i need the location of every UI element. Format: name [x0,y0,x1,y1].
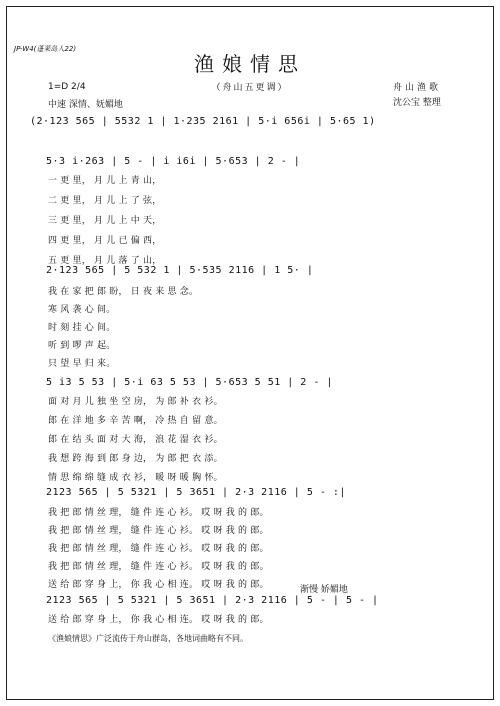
line2-lyric-1: 我 在 家 把 郎 盼， 日 夜 来 思 念。 [48,287,199,297]
line5-lyric: 送 给 郎 穿 身 上， 你 我 心 相 连。 哎 呀 我 的 郎。 [48,615,269,625]
line4-lyric-5: 送 给 郎 穿 身 上， 你 我 心 相 连。 哎 呀 我 的 郎。 [48,580,269,590]
line1-lyric-4: 四 更 里， 月 儿 已 偏 西， [48,236,162,246]
line1-lyric-1: 一 更 里， 月 儿 上 青 山， [48,176,162,186]
credit-genre: 舟山渔歌 [393,83,442,93]
line4-lyric-2: 我 把 郎 情 丝 理， 缝 件 连 心 衫。 哎 呀 我 的 郎。 [48,526,269,536]
line2-lyric-4: 听 到 啰 声 起。 [48,341,116,351]
line1-lyric-2: 二 更 里， 月 儿 上 了 弦， [48,196,162,206]
line3-notation: 5 i3 5 53 | 5·i 63 5 53 | 5·653 5 51 | 2 - | [46,377,333,388]
line4-lyric-4: 我 把 郎 情 丝 理， 缝 件 连 心 衫。 哎 呀 我 的 郎。 [48,562,269,572]
line1-lyric-3: 三 更 里， 月 儿 上 中 天， [48,216,162,226]
song-title: 渔娘情思 [194,52,306,76]
intro-notation: (2·123 565 | 5532 1 | 1·235 2161 | 5·i 656i | 5·65 1) [30,116,376,127]
line4-lyric-1: 我 把 郎 情 丝 理， 缝 件 连 心 衫。 哎 呀 我 的 郎。 [48,508,269,518]
line3-lyric-2: 郎 在 洋 地 多 辛 苦 啊， 冷 热 自 留 意。 [48,416,223,426]
line2-lyric-5: 只 望 早 归 来。 [48,359,116,369]
line4-notation: 2123 565 | 5 5321 | 5 3651 | 2·3 2116 | 5 - :| [46,487,346,498]
credit-arranger: 沈公宝 整理 [393,98,441,108]
line1-notation: 5·3 i·263 | 5 - | i i6i | 5·653 | 2 - | [46,156,301,167]
line4-lyric-3: 我 把 郎 情 丝 理， 缝 件 连 心 衫。 哎 呀 我 的 郎。 [48,544,269,554]
line3-lyric-1: 面 对 月 儿 独 坐 空 房， 为 郎 补 衣 衫。 [48,397,223,407]
tempo-marking: 中速 深情、妩媚地 [48,100,123,110]
line2-notation: 2·123 565 | 5 532 1 | 5·535 2116 | 1 5· | [46,265,314,276]
line2-lyric-2: 寒 风 袭 心 间。 [48,305,116,315]
line2-lyric-3: 时 刻 挂 心 间。 [48,323,116,333]
tempo-change: 渐慢 娇媚地 [300,585,348,595]
song-subtitle: （舟山五更调） [211,83,289,93]
score-code: JP-W4(蓬莱岛人22) [14,45,77,53]
line3-lyric-5: 情 思 绵 绵 缝 成 衣 衫， 暖 呀 暖 胸 怀。 [48,473,223,483]
key-signature: 1=D 2/4 [48,82,86,92]
line5-notation: 2123 565 | 5 5321 | 5 3651 | 2·3 2116 | 5 - | 5 - | [46,595,379,606]
footnote: 《渔娘情思》广泛流传于舟山群岛，各地词曲略有不同。 [48,634,248,643]
line3-lyric-3: 郎 在 结 头 面 对 大 海， 浪 花 湿 衣 衫。 [48,435,223,445]
line3-lyric-4: 我 想 跨 海 到 郎 身 边， 为 郎 把 衣 添。 [48,454,223,464]
line1-lyric-5: 五 更 里， 月 儿 落 了 山， [48,256,162,266]
